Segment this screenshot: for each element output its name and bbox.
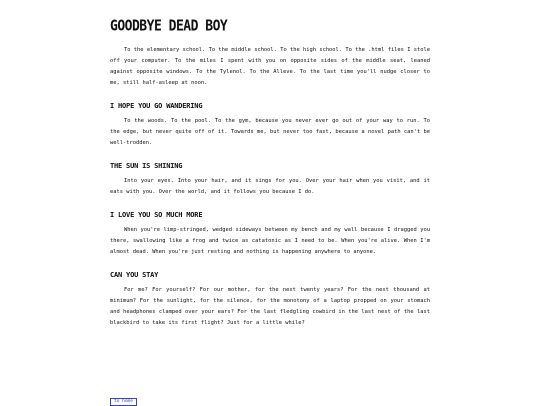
page-title: GOODBYE DEAD BOY — [110, 18, 228, 36]
section-text-stay: For me? For yourself? For our mother, for the next twenty years? For the next thousand at minimum? For the sunlight, for the silence, for the monotony of a laptop propped on your stomach and headphones clamped over your ears? For the last fledgling cowbird in the last nest of the last blackbird to take its first flight? Just for a little while? — [110, 287, 430, 326]
section-heading-stay: CAN YOU STAY — [110, 271, 159, 279]
section-text-love: When you're limp-stringed, wedged sideways between my bench and my wall because I dragged you there, swallowing like a frog and twice as catatonic as I need to be. When you're alive. When I'm almost dead. When you're just resting and nothing is happening anywhere to anyone. — [110, 227, 430, 255]
section-heading-love: I LOVE YOU SO MUCH MORE — [110, 211, 203, 219]
intro-paragraph: To the elementary school. To the middle school. To the high school. To the .html files I stole off your computer. To the miles I spent with you on opposite sides of the middle seat, leaned against opposite windows. To the Tylenol. To the Alleve. To the last time you'll nudge closer to me, still half-asleep at noon. — [110, 47, 430, 86]
section-heading-wandering: I HOPE YOU GO WANDERING — [110, 102, 203, 110]
home-link[interactable]: to home — [110, 398, 137, 406]
article — [110, 18, 430, 329]
section-text-sun: Into your eyes. Into your hair, and it sings for you. Over your hair when you visit, and it eats with you. Over the world, and it follows you because I do. — [110, 178, 430, 195]
section-text-wandering: To the woods. To the pool. To the gym, because you never ever go out of your way to run. To the edge, but never quite off of it. Towards me, but never too fast, because a novel path can't be well-trodden. — [110, 118, 430, 146]
section-heading-sun: THE SUN IS SHINING — [110, 162, 183, 170]
